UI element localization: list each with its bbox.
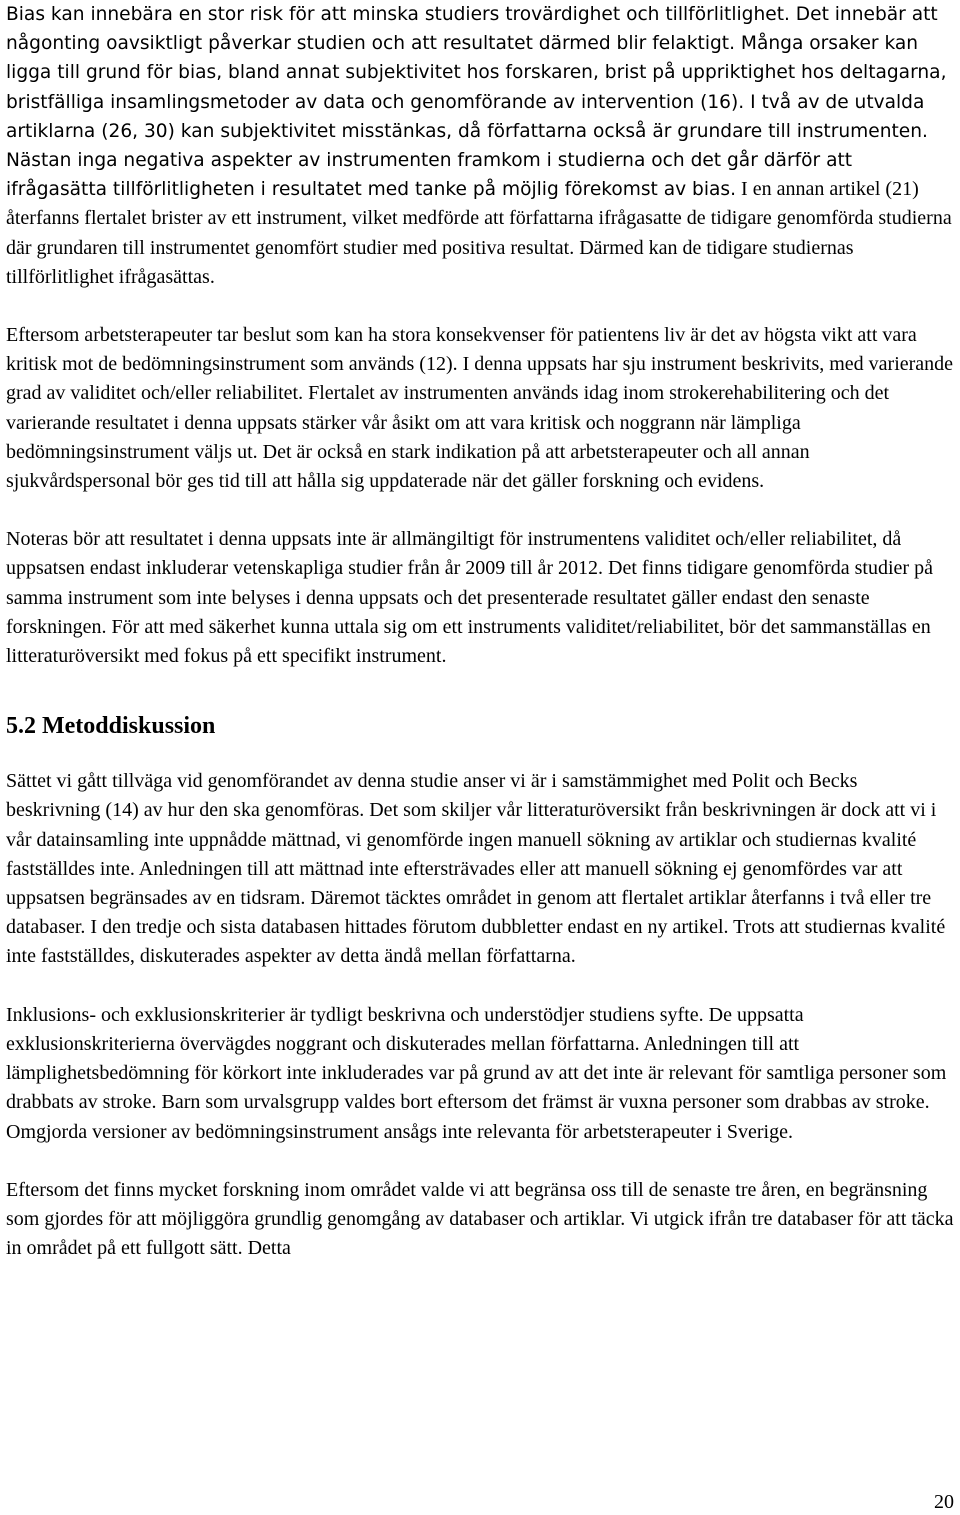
paragraph-kriterier: Inklusions- och exklusionskriterier är tydligt beskrivna och understödjer studiens syfte. De uppsatta exklusionskriterierna övervägdes noggrant och diskuterades mellan författarna. Anledningen till att lämplighetsbedömning för körkort inte inkluderades var på grund av att det inte är relevant för samtliga personer som drabbats av stroke. Barn som urvalsgrupp valdes bort eftersom det främst är vuxna personer som drabbas av stroke. Omgjorda versioner av bedömningsinstrument ansågs inte relevanta för arbetsterapeuter i Sverige.	[6, 1003, 947, 1143]
paragraph-begransning: Eftersom det finns mycket forskning inom området valde vi att begränsa oss till de senaste tre åren, en begränsning som gjordes för att möjliggöra grundlig genomgång av databaser och artiklar. Vi utgick ifrån tre databaser för att täcka in området på ett fullgott sätt. Detta	[6, 1178, 954, 1260]
section-heading-metoddiskussion: 5.2 Metoddiskussion	[6, 713, 216, 740]
page-number: 20	[934, 1491, 954, 1513]
document-page	[6, 0, 956, 1263]
paragraph-tillvagagang: Sättet vi gått tillväga vid genomförandet av denna studie anser vi är i samstämmighet med Polit och Becks beskrivning (14) av hur den ska genomföras. Det som skiljer vår litteraturöversikt från beskrivningen är dock att vi i vår datainsamling inte uppnådde mättnad, vi genomförde ingen manuell sökning av artiklar och studiernas kvalité fastställdes inte. Anledningen till att mättnad inte eftersträvades eller att manuell sökning ej genomfördes var att uppsatsen begränsades av en tidsram. Däremot täcktes området in genom att flertalet artiklar återfanns i två eller tre databaser. I den tredje och sista databasen hittades förutom dubbletter endast en ny artikel. Trots att studiernas kvalité inte fastställdes, diskuterades aspekter av detta ändå mellan författarna.	[6, 770, 946, 968]
paragraph-bias	[6, 0, 956, 292]
paragraph-bias-serif-part: I en annan artikel (21) återfanns flertalet brister av ett instrument, vilket medförde att författarna ifrågasatte de tidigare genomförda studierna där grundaren till instrumentet genomfört studier med positiva resultat. Därmed kan de tidigare studiernas tillförlitlighet ifrågasättas.	[6, 178, 952, 288]
paragraph-bias-sans-part: Bias kan innebära en stor risk för att minska studiers trovärdighet och tillförlitlighet. Det innebär att någonting oavsiktligt påverkar studien och att resultatet därmed blir felaktigt. Många orsaker kan ligga till grund för bias, bland annat subjektivitet hos forskaren, brist på uppriktighet hos deltagarna, bristfälliga insamlingsmetoder av data och genomförande av intervention (16). I två av de utvalda artiklarna (26, 30) kan subjektivitet misstänkas, då författarna också är grundare till instrumenten. Nästan inga negativa aspekter av instrumenten framkom i studierna och det går därför att ifrågasätta tillförlitligheten i resultatet med tanke på möjlig förekomst av bias.	[6, 4, 947, 201]
paragraph-noteras: Noteras bör att resultatet i denna uppsats inte är allmängiltigt för instrumentens validitet och/eller reliabilitet, då uppsatsen endast inkluderar vetenskapliga studier från år 2009 till år 2012. Det finns tidigare genomförda studier på samma instrument som inte belyses i denna uppsats och det presenterade resultatet gäller endast den senaste forskningen. För att med säkerhet kunna uttala sig om ett instruments validitet/reliabilitet, bör det sammanställas en litteraturöversikt med fokus på ett specifikt instrument.	[6, 528, 933, 668]
paragraph-arbetsterapeuter: Eftersom arbetsterapeuter tar beslut som kan ha stora konsekvenser för patientens liv är det av högsta vikt att vara kritisk mot de bedömningsinstrument som används (12). I denna uppsats har sju instrument beskrivits, med varierande grad av validitet och/eller reliabilitet. Flertalet av instrumenten används idag inom strokerehabilitering och det varierande resultatet i denna uppsats stärker vår åsikt om att vara kritisk och noggrann när lämpliga bedömningsinstrument väljs ut. Det är också en stark indikation på att arbetsterapeuter och all annan sjukvårdspersonal bör ges tid till att hålla sig uppdaterade när det gäller forskning och evidens.	[6, 324, 954, 493]
